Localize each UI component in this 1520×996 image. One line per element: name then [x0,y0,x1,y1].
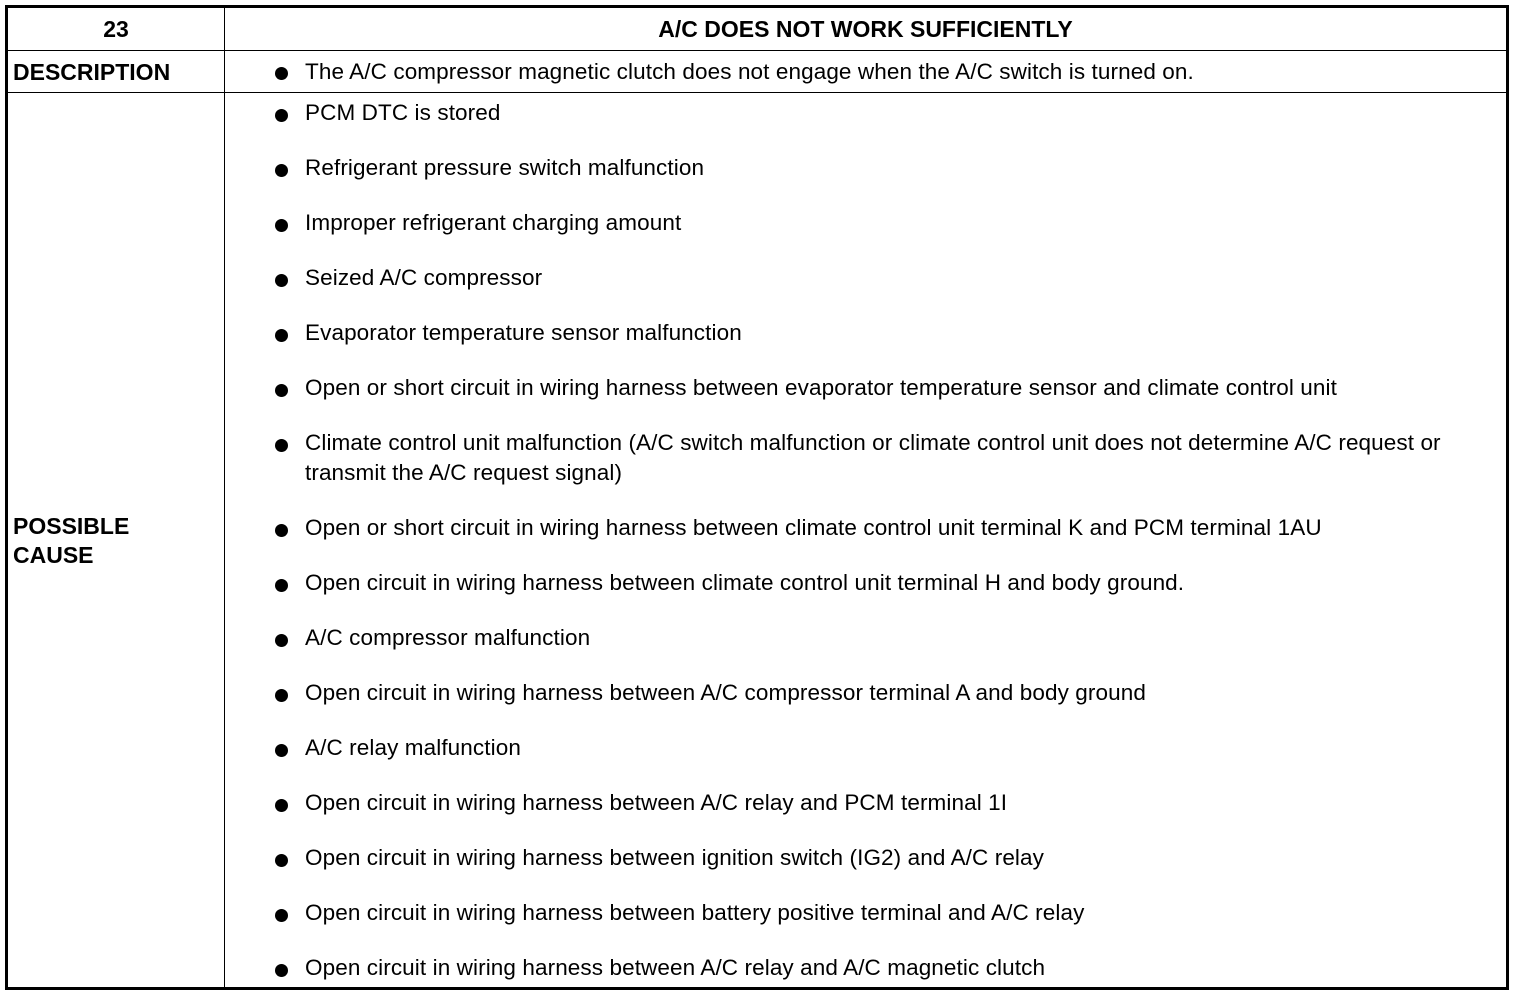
description-text: The A/C compressor magnetic clutch does not engage when the A/C switch is turned on. [305,59,1194,84]
bullet-icon [275,854,288,867]
cause-text: Open circuit in wiring harness between A/C relay and A/C magnetic clutch [305,955,1046,980]
header-number-cell [8,8,225,50]
bullet-icon [275,439,288,452]
possible-cause-list [225,93,1506,987]
bullet-icon [275,909,288,922]
description-label-cell [8,51,225,92]
cause-text: Seized A/C compressor [305,265,543,290]
cause-text: PCM DTC is stored [305,100,501,125]
bullet-icon [275,579,288,592]
bullet-icon [275,109,288,122]
bullet-icon [275,329,288,342]
possible-cause-label-line1: POSSIBLE [13,513,130,539]
cause-text: Open circuit in wiring harness between climate control unit terminal H and body ground. [305,570,1185,595]
cause-text: Refrigerant pressure switch malfunction [305,155,705,180]
bullet-icon [275,384,288,397]
bullet-icon [275,274,288,287]
cause-text: Evaporator temperature sensor malfunction [305,320,742,345]
bullet-icon [275,524,288,537]
bullet-icon [275,744,288,757]
description-row [8,51,1506,93]
cause-text: Climate control unit malfunction (A/C switch malfunction or climate control unit does not determine A/C request or transmit the A/C request signal) [305,430,1441,485]
cause-text: A/C relay malfunction [305,735,521,760]
cause-text: Open circuit in wiring harness between battery positive terminal and A/C relay [305,900,1085,925]
cause-text: Improper refrigerant charging amount [305,210,682,235]
table-header-row [8,8,1506,51]
cause-text: Open circuit in wiring harness between ignition switch (IG2) and A/C relay [305,845,1044,870]
possible-cause-label-cell [8,93,225,987]
step-number: 23 [103,16,129,42]
bullet-icon [275,634,288,647]
header-title-cell [225,8,1506,50]
possible-cause-label-line2: CAUSE [13,542,94,568]
cause-text: Open circuit in wiring harness between A/C compressor terminal A and body ground [305,680,1146,705]
troubleshooting-table [5,5,1509,990]
bullet-icon [275,164,288,177]
cause-text: Open or short circuit in wiring harness between evaporator temperature sensor and climate control unit [305,375,1337,400]
bullet-icon [275,689,288,702]
possible-cause-label [13,512,129,570]
bullet-icon [275,67,288,80]
possible-cause-row [8,93,1506,987]
cause-text: Open or short circuit in wiring harness between climate control unit terminal K and PCM terminal 1AU [305,515,1322,540]
page-title: A/C DOES NOT WORK SUFFICIENTLY [658,16,1073,42]
cause-text: A/C compressor malfunction [305,625,591,650]
bullet-icon [275,964,288,977]
description-content-cell [225,51,1506,92]
bullet-icon [275,799,288,812]
cause-text: Open circuit in wiring harness between A/C relay and PCM terminal 1I [305,790,1008,815]
description-label: DESCRIPTION [13,59,171,85]
bullet-icon [275,219,288,232]
